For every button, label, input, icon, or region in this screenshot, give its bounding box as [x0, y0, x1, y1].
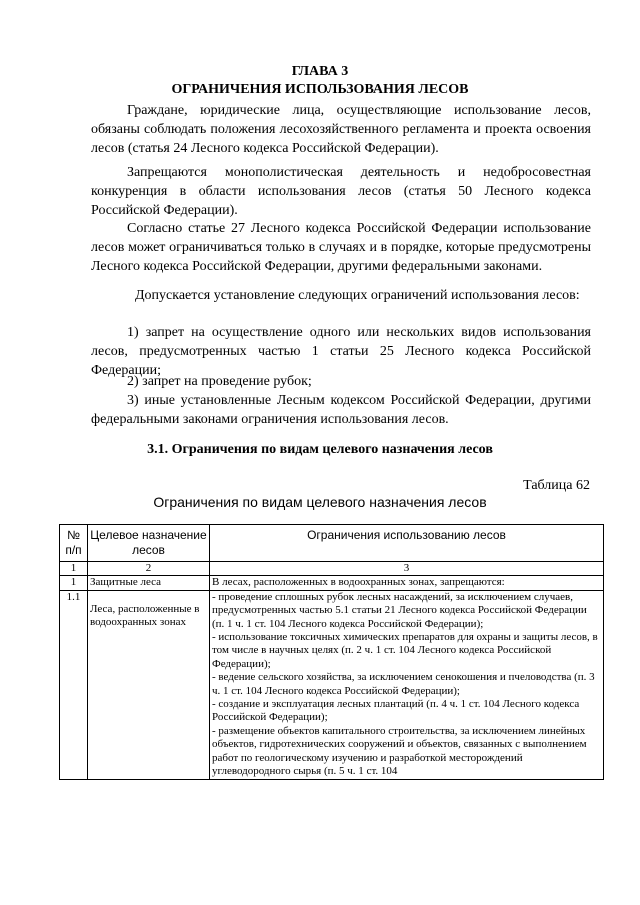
- table-row: [60, 590, 604, 779]
- list-item-3: 3) иные установленные Лесным кодексом Российской Федерации, другими федеральными законами ограничения использования лесов.: [91, 393, 591, 427]
- paragraph-2: Запрещаются монополистическая деятельность и недобросовестная конкуренция в области использования лесов (статья 50 Лесного кодекса Российской Федерации).: [91, 165, 591, 218]
- restriction-item: - размещение объектов капитального строительства, за исключением линейных объектов, гидротехнических сооружений и объектов, связанных с выполнением работ по геологическому изучению и разработкой месторождений углеводородного сырья (п. 5 ч. 1 ст. 104: [212, 724, 587, 778]
- paragraph-1: Граждане, юридические лица, осуществляющие использование лесов, обязаны соблюдать положения лесохозяйственного регламента и проекта освоения лесов (статья 24 Лесного кодекса Российской Федерации).: [91, 103, 591, 156]
- table-row: [60, 576, 604, 590]
- list-item-2: 2) запрет на проведение рубок;: [127, 374, 312, 389]
- chapter-title: ОГРАНИЧЕНИЯ ИСПОЛЬЗОВАНИЯ ЛЕСОВ: [171, 82, 469, 97]
- paragraph-3: Согласно статье 27 Лесного кодекса Российской Федерации использование лесов может ограничиваться только в случаях и в порядке, которые предусмотрены Лесного кодекса Российской Федерации, другими федеральными законами.: [91, 221, 591, 274]
- table-caption: Ограничения по видам целевого назначения лесов: [153, 494, 487, 510]
- col-number-1: 1: [60, 562, 88, 576]
- row-num: 1.1: [60, 590, 88, 779]
- restriction-item: - проведение сплошных рубок лесных насаждений, за исключением случаев, предусмотренных частью 5.1 статьи 21 Лесного кодекса Российской Федерации (п. 1 ч. 1 ст. 104 Лесного кодекса Российской Федерации);: [212, 590, 587, 630]
- header-purpose: Целевое назначение лесов: [88, 525, 210, 562]
- restriction-item: - создание и эксплуатация лесных плантаций (п. 4 ч. 1 ст. 104 Лесного кодекса Российской Федерации);: [212, 698, 580, 724]
- restriction-item: - использование токсичных химических препаратов для охраны и защиты лесов, в том числе в научных целях (п. 2 ч. 1 ст. 104 Лесного кодекса Российской Федерации);: [212, 631, 598, 670]
- header-num: № п/п: [60, 525, 88, 562]
- col-number-2: 2: [88, 562, 210, 576]
- restrictions-table: [59, 524, 604, 780]
- column-number-row: [60, 562, 604, 576]
- list-item-1: 1) запрет на осуществление одного или нескольких видов использования лесов, предусмотренных частью 1 статьи 25 Лесного кодекса Российской Федерации;: [91, 325, 591, 378]
- col-number-3: 3: [210, 562, 604, 576]
- header-restrictions: Ограничения использованию лесов: [210, 525, 604, 562]
- row-num: 1: [60, 576, 88, 590]
- section-title: 3.1. Ограничения по видам целевого назначения лесов: [147, 442, 493, 457]
- paragraph-4: Допускается установление следующих ограничений использования лесов:: [135, 288, 580, 303]
- row-restrictions: [210, 590, 604, 779]
- row-purpose-text: Леса, расположенные в водоохранных зонах: [90, 602, 200, 629]
- chapter-number: ГЛАВА 3: [291, 64, 349, 79]
- table-number: Таблица 62: [523, 478, 590, 493]
- row-purpose: [88, 590, 210, 779]
- restriction-item: - ведение сельского хозяйства, за исключением сенокошения и пчеловодства (п. 3 ч. 1 ст. 104 Лесного кодекса Российской Федерации);: [212, 671, 595, 697]
- row-restrictions: В лесах, расположенных в водоохранных зонах, запрещаются:: [210, 576, 604, 590]
- row-purpose: Защитные леса: [88, 576, 210, 590]
- table-header-row: [60, 525, 604, 562]
